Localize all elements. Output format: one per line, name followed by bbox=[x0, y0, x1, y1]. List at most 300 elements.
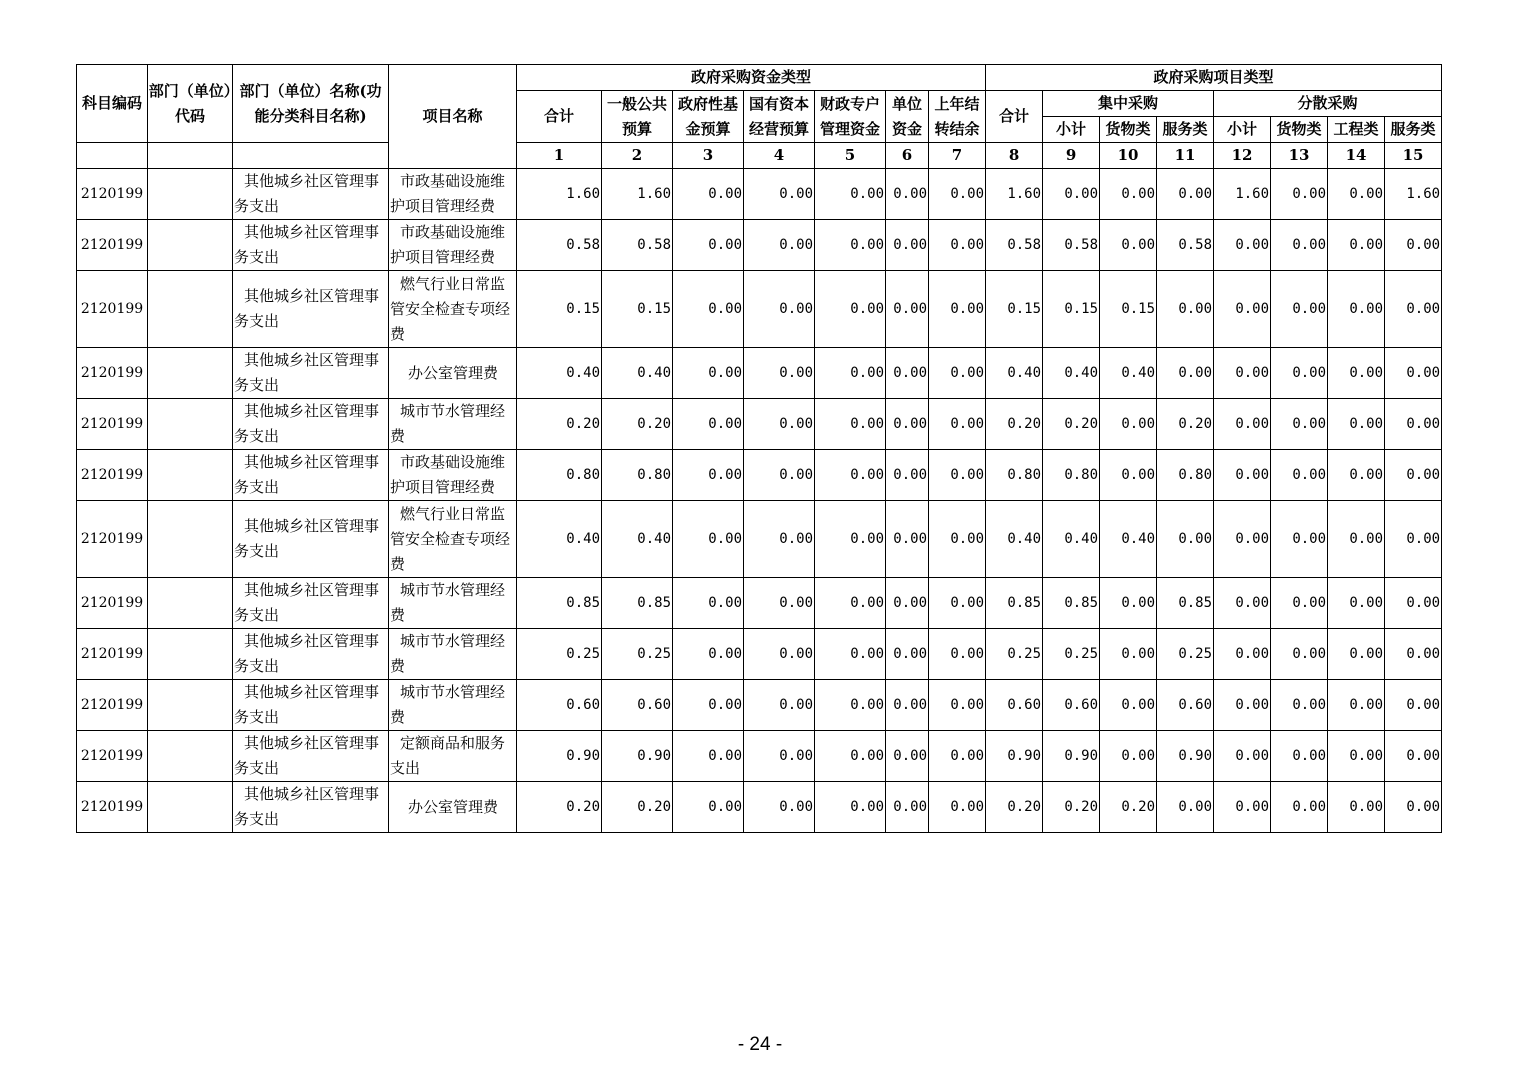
value-cell: 0.00 bbox=[1157, 348, 1214, 399]
subject-code-cell: 2120199 bbox=[77, 271, 148, 348]
value-cell: 0.00 bbox=[929, 450, 986, 501]
value-cell: 0.00 bbox=[1385, 399, 1442, 450]
value-cell: 0.00 bbox=[886, 629, 929, 680]
value-cell: 0.00 bbox=[1214, 271, 1271, 348]
dept-code-cell bbox=[148, 348, 233, 399]
value-cell: 0.00 bbox=[1385, 731, 1442, 782]
value-cell: 0.00 bbox=[744, 501, 815, 578]
value-cell: 0.15 bbox=[986, 271, 1043, 348]
header-service2: 服务类 bbox=[1385, 117, 1442, 143]
dept-name-cell bbox=[233, 578, 389, 629]
dept-code-cell bbox=[148, 680, 233, 731]
project-name-text: 城市节水管理经费 bbox=[390, 581, 506, 624]
value-cell: 0.00 bbox=[1328, 450, 1385, 501]
project-name-text: 办公室管理费 bbox=[407, 363, 498, 382]
value-cell: 0.00 bbox=[744, 629, 815, 680]
project-name-text: 定额商品和服务支出 bbox=[390, 734, 506, 777]
dept-name-text: 其他城乡社区管理事务支出 bbox=[234, 734, 380, 777]
value-cell: 0.00 bbox=[815, 501, 886, 578]
dept-name-text: 其他城乡社区管理事务支出 bbox=[234, 172, 380, 215]
value-cell: 0.20 bbox=[602, 399, 673, 450]
value-cell: 0.40 bbox=[602, 348, 673, 399]
procurement-table bbox=[76, 64, 1442, 833]
header-carryover: 上年结转结余 bbox=[929, 91, 986, 143]
value-cell: 0.00 bbox=[1100, 450, 1157, 501]
value-cell: 0.20 bbox=[1157, 399, 1214, 450]
value-cell: 0.00 bbox=[1214, 782, 1271, 833]
header-service: 服务类 bbox=[1157, 117, 1214, 143]
value-cell: 0.00 bbox=[744, 578, 815, 629]
value-cell: 0.00 bbox=[886, 782, 929, 833]
value-cell: 0.90 bbox=[986, 731, 1043, 782]
value-cell: 0.25 bbox=[517, 629, 602, 680]
table-row bbox=[77, 782, 1442, 833]
column-number: 2 bbox=[602, 143, 673, 169]
value-cell: 0.40 bbox=[1043, 501, 1100, 578]
value-cell: 0.00 bbox=[929, 731, 986, 782]
value-cell: 0.00 bbox=[1157, 782, 1214, 833]
value-cell: 0.00 bbox=[886, 220, 929, 271]
dept-name-text: 其他城乡社区管理事务支出 bbox=[234, 785, 380, 828]
header-subtotal2: 小计 bbox=[1214, 117, 1271, 143]
value-cell: 0.00 bbox=[673, 348, 744, 399]
dept-code-cell bbox=[148, 629, 233, 680]
dept-name-text: 其他城乡社区管理事务支出 bbox=[234, 402, 380, 445]
table-row bbox=[77, 348, 1442, 399]
value-cell: 0.00 bbox=[1157, 501, 1214, 578]
dept-name-text: 其他城乡社区管理事务支出 bbox=[234, 351, 380, 394]
value-cell: 0.00 bbox=[1271, 680, 1328, 731]
header-blank bbox=[77, 143, 148, 169]
value-cell: 0.00 bbox=[886, 501, 929, 578]
value-cell: 0.20 bbox=[986, 782, 1043, 833]
value-cell: 0.40 bbox=[1100, 501, 1157, 578]
value-cell: 0.00 bbox=[815, 578, 886, 629]
value-cell: 0.00 bbox=[929, 169, 986, 220]
value-cell: 0.00 bbox=[886, 399, 929, 450]
value-cell: 0.00 bbox=[673, 169, 744, 220]
header-total2: 合计 bbox=[986, 91, 1043, 143]
project-name-cell bbox=[389, 399, 517, 450]
value-cell: 0.00 bbox=[1214, 629, 1271, 680]
value-cell: 0.40 bbox=[986, 501, 1043, 578]
dept-code-cell bbox=[148, 782, 233, 833]
value-cell: 0.25 bbox=[602, 629, 673, 680]
value-cell: 0.00 bbox=[1271, 348, 1328, 399]
value-cell: 0.00 bbox=[1100, 680, 1157, 731]
project-name-cell bbox=[389, 782, 517, 833]
value-cell: 0.40 bbox=[986, 348, 1043, 399]
header-central: 集中采购 bbox=[1043, 91, 1214, 117]
value-cell: 0.60 bbox=[986, 680, 1043, 731]
value-cell: 0.00 bbox=[1385, 220, 1442, 271]
header-total: 合计 bbox=[517, 91, 602, 143]
value-cell: 0.00 bbox=[673, 680, 744, 731]
value-cell: 0.80 bbox=[517, 450, 602, 501]
header-project-name: 项目名称 bbox=[389, 65, 517, 169]
dept-code-cell bbox=[148, 501, 233, 578]
value-cell: 0.25 bbox=[1043, 629, 1100, 680]
header-state-capital: 国有资本经营预算 bbox=[744, 91, 815, 143]
value-cell: 0.00 bbox=[886, 348, 929, 399]
dept-code-cell bbox=[148, 731, 233, 782]
table-body bbox=[77, 169, 1442, 833]
dept-code-cell bbox=[148, 450, 233, 501]
dept-name-text: 其他城乡社区管理事务支出 bbox=[234, 632, 380, 675]
value-cell: 0.00 bbox=[1385, 450, 1442, 501]
dept-code-cell bbox=[148, 399, 233, 450]
value-cell: 0.00 bbox=[673, 578, 744, 629]
value-cell: 0.25 bbox=[1157, 629, 1214, 680]
value-cell: 0.90 bbox=[602, 731, 673, 782]
value-cell: 0.00 bbox=[1271, 731, 1328, 782]
value-cell: 0.00 bbox=[929, 271, 986, 348]
value-cell: 0.00 bbox=[1100, 169, 1157, 220]
value-cell: 0.00 bbox=[815, 450, 886, 501]
value-cell: 0.85 bbox=[602, 578, 673, 629]
value-cell: 0.00 bbox=[1214, 348, 1271, 399]
dept-name-cell bbox=[233, 450, 389, 501]
value-cell: 0.00 bbox=[1043, 169, 1100, 220]
column-number: 14 bbox=[1328, 143, 1385, 169]
value-cell: 0.40 bbox=[1100, 348, 1157, 399]
value-cell: 0.00 bbox=[1214, 578, 1271, 629]
value-cell: 0.25 bbox=[986, 629, 1043, 680]
project-name-cell bbox=[389, 731, 517, 782]
value-cell: 0.00 bbox=[744, 271, 815, 348]
value-cell: 0.85 bbox=[1043, 578, 1100, 629]
value-cell: 0.85 bbox=[517, 578, 602, 629]
value-cell: 0.40 bbox=[1043, 348, 1100, 399]
column-number: 3 bbox=[673, 143, 744, 169]
value-cell: 0.00 bbox=[1385, 578, 1442, 629]
value-cell: 0.00 bbox=[1271, 271, 1328, 348]
header-special-fund: 财政专户管理资金 bbox=[815, 91, 886, 143]
value-cell: 0.00 bbox=[744, 731, 815, 782]
subject-code-cell: 2120199 bbox=[77, 169, 148, 220]
value-cell: 0.00 bbox=[1385, 782, 1442, 833]
column-number: 8 bbox=[986, 143, 1043, 169]
value-cell: 0.00 bbox=[1214, 731, 1271, 782]
value-cell: 0.00 bbox=[1214, 450, 1271, 501]
subject-code-cell: 2120199 bbox=[77, 348, 148, 399]
value-cell: 1.60 bbox=[1214, 169, 1271, 220]
value-cell: 0.00 bbox=[815, 680, 886, 731]
value-cell: 0.00 bbox=[673, 629, 744, 680]
value-cell: 0.15 bbox=[602, 271, 673, 348]
column-number: 4 bbox=[744, 143, 815, 169]
value-cell: 0.00 bbox=[1100, 399, 1157, 450]
value-cell: 0.00 bbox=[929, 501, 986, 578]
value-cell: 0.15 bbox=[517, 271, 602, 348]
value-cell: 0.00 bbox=[929, 629, 986, 680]
value-cell: 0.00 bbox=[1328, 731, 1385, 782]
value-cell: 0.90 bbox=[1157, 731, 1214, 782]
value-cell: 0.60 bbox=[1157, 680, 1214, 731]
header-fund-type: 政府采购资金类型 bbox=[517, 65, 986, 91]
value-cell: 0.00 bbox=[744, 450, 815, 501]
value-cell: 0.00 bbox=[744, 399, 815, 450]
column-number: 10 bbox=[1100, 143, 1157, 169]
value-cell: 0.80 bbox=[1043, 450, 1100, 501]
header-general-budget: 一般公共预算 bbox=[602, 91, 673, 143]
value-cell: 0.00 bbox=[1385, 348, 1442, 399]
value-cell: 0.00 bbox=[1385, 271, 1442, 348]
dept-code-cell bbox=[148, 220, 233, 271]
value-cell: 0.00 bbox=[1328, 501, 1385, 578]
subject-code-cell: 2120199 bbox=[77, 731, 148, 782]
header-project-type: 政府采购项目类型 bbox=[986, 65, 1442, 91]
value-cell: 0.58 bbox=[517, 220, 602, 271]
value-cell: 0.58 bbox=[602, 220, 673, 271]
value-cell: 0.00 bbox=[744, 220, 815, 271]
value-cell: 0.80 bbox=[602, 450, 673, 501]
header-dept-name: 部门（单位）名称(功能分类科目名称) bbox=[233, 65, 389, 143]
table-row bbox=[77, 271, 1442, 348]
value-cell: 0.40 bbox=[517, 348, 602, 399]
value-cell: 0.80 bbox=[1157, 450, 1214, 501]
project-name-text: 城市节水管理经费 bbox=[390, 683, 506, 726]
value-cell: 0.00 bbox=[1328, 399, 1385, 450]
header-unit-fund: 单位资金 bbox=[886, 91, 929, 143]
value-cell: 0.40 bbox=[602, 501, 673, 578]
subject-code-cell: 2120199 bbox=[77, 450, 148, 501]
column-number: 11 bbox=[1157, 143, 1214, 169]
value-cell: 0.00 bbox=[886, 169, 929, 220]
value-cell: 0.85 bbox=[1157, 578, 1214, 629]
value-cell: 0.00 bbox=[815, 399, 886, 450]
table-row bbox=[77, 731, 1442, 782]
column-number: 6 bbox=[886, 143, 929, 169]
column-number: 1 bbox=[517, 143, 602, 169]
header-dept-code: 部门（单位）代码 bbox=[148, 65, 233, 143]
value-cell: 0.00 bbox=[1214, 399, 1271, 450]
value-cell: 0.00 bbox=[815, 731, 886, 782]
value-cell: 0.00 bbox=[744, 169, 815, 220]
value-cell: 0.00 bbox=[1328, 680, 1385, 731]
value-cell: 0.00 bbox=[1271, 782, 1328, 833]
value-cell: 0.00 bbox=[1271, 220, 1328, 271]
subject-code-cell: 2120199 bbox=[77, 782, 148, 833]
value-cell: 0.00 bbox=[1214, 501, 1271, 578]
value-cell: 0.00 bbox=[1385, 680, 1442, 731]
dept-name-text: 其他城乡社区管理事务支出 bbox=[234, 581, 380, 624]
dept-name-text: 其他城乡社区管理事务支出 bbox=[234, 517, 380, 560]
column-number: 7 bbox=[929, 143, 986, 169]
dept-code-cell bbox=[148, 578, 233, 629]
dept-code-cell bbox=[148, 271, 233, 348]
value-cell: 0.00 bbox=[1328, 271, 1385, 348]
dept-name-cell bbox=[233, 399, 389, 450]
dept-name-text: 其他城乡社区管理事务支出 bbox=[234, 287, 380, 330]
project-name-text: 市政基础设施维护项目管理经费 bbox=[390, 172, 506, 215]
project-name-cell bbox=[389, 169, 517, 220]
column-number: 5 bbox=[815, 143, 886, 169]
value-cell: 0.58 bbox=[1043, 220, 1100, 271]
subject-code-cell: 2120199 bbox=[77, 578, 148, 629]
value-cell: 0.00 bbox=[673, 501, 744, 578]
value-cell: 0.00 bbox=[815, 220, 886, 271]
value-cell: 0.00 bbox=[815, 348, 886, 399]
project-name-cell bbox=[389, 220, 517, 271]
value-cell: 0.00 bbox=[929, 220, 986, 271]
value-cell: 0.00 bbox=[815, 169, 886, 220]
table-row bbox=[77, 501, 1442, 578]
value-cell: 0.00 bbox=[929, 578, 986, 629]
value-cell: 0.00 bbox=[744, 680, 815, 731]
header-blank bbox=[148, 143, 233, 169]
value-cell: 0.40 bbox=[517, 501, 602, 578]
subject-code-cell: 2120199 bbox=[77, 399, 148, 450]
dept-name-cell bbox=[233, 731, 389, 782]
project-name-text: 城市节水管理经费 bbox=[390, 402, 506, 445]
procurement-table-container bbox=[76, 64, 1441, 833]
page-number: - 24 - bbox=[737, 1034, 783, 1055]
project-name-cell bbox=[389, 629, 517, 680]
value-cell: 0.00 bbox=[886, 680, 929, 731]
value-cell: 0.00 bbox=[1100, 578, 1157, 629]
dept-name-cell bbox=[233, 169, 389, 220]
value-cell: 0.58 bbox=[1157, 220, 1214, 271]
dept-name-text: 其他城乡社区管理事务支出 bbox=[234, 223, 380, 266]
dept-name-cell bbox=[233, 271, 389, 348]
dept-name-cell bbox=[233, 782, 389, 833]
value-cell: 0.00 bbox=[1328, 220, 1385, 271]
value-cell: 0.20 bbox=[986, 399, 1043, 450]
value-cell: 0.00 bbox=[673, 399, 744, 450]
value-cell: 0.00 bbox=[1328, 169, 1385, 220]
header-goods2: 货物类 bbox=[1271, 117, 1328, 143]
table-row bbox=[77, 399, 1442, 450]
table-row bbox=[77, 450, 1442, 501]
value-cell: 0.00 bbox=[1385, 501, 1442, 578]
value-cell: 0.85 bbox=[986, 578, 1043, 629]
subject-code-cell: 2120199 bbox=[77, 501, 148, 578]
value-cell: 1.60 bbox=[517, 169, 602, 220]
value-cell: 0.20 bbox=[1043, 782, 1100, 833]
value-cell: 0.80 bbox=[986, 450, 1043, 501]
header-subject-code: 科目编码 bbox=[77, 65, 148, 143]
dept-name-cell bbox=[233, 680, 389, 731]
header-dispersed: 分散采购 bbox=[1214, 91, 1442, 117]
value-cell: 0.90 bbox=[1043, 731, 1100, 782]
value-cell: 0.15 bbox=[1100, 271, 1157, 348]
value-cell: 0.00 bbox=[673, 731, 744, 782]
value-cell: 1.60 bbox=[986, 169, 1043, 220]
value-cell: 1.60 bbox=[1385, 169, 1442, 220]
header-blank bbox=[233, 143, 389, 169]
dept-name-cell bbox=[233, 220, 389, 271]
value-cell: 0.00 bbox=[886, 731, 929, 782]
value-cell: 0.00 bbox=[886, 578, 929, 629]
value-cell: 0.00 bbox=[744, 348, 815, 399]
subject-code-cell: 2120199 bbox=[77, 629, 148, 680]
value-cell: 0.58 bbox=[986, 220, 1043, 271]
value-cell: 0.00 bbox=[1100, 220, 1157, 271]
value-cell: 0.00 bbox=[1157, 271, 1214, 348]
table-header bbox=[77, 65, 1442, 169]
column-number: 9 bbox=[1043, 143, 1100, 169]
value-cell: 0.00 bbox=[1100, 731, 1157, 782]
header-engineering: 工程类 bbox=[1328, 117, 1385, 143]
project-name-cell bbox=[389, 348, 517, 399]
column-number-row bbox=[77, 143, 1442, 169]
dept-name-text: 其他城乡社区管理事务支出 bbox=[234, 453, 380, 496]
value-cell: 0.20 bbox=[1100, 782, 1157, 833]
value-cell: 0.90 bbox=[517, 731, 602, 782]
value-cell: 0.00 bbox=[1214, 680, 1271, 731]
header-goods: 货物类 bbox=[1100, 117, 1157, 143]
value-cell: 0.00 bbox=[1328, 629, 1385, 680]
dept-name-cell bbox=[233, 501, 389, 578]
value-cell: 0.00 bbox=[929, 399, 986, 450]
value-cell: 0.20 bbox=[517, 399, 602, 450]
header-subtotal: 小计 bbox=[1043, 117, 1100, 143]
table-row bbox=[77, 578, 1442, 629]
value-cell: 0.00 bbox=[929, 782, 986, 833]
value-cell: 0.00 bbox=[1271, 578, 1328, 629]
project-name-text: 市政基础设施维护项目管理经费 bbox=[390, 453, 506, 496]
dept-name-text: 其他城乡社区管理事务支出 bbox=[234, 683, 380, 726]
value-cell: 0.60 bbox=[602, 680, 673, 731]
subject-code-cell: 2120199 bbox=[77, 220, 148, 271]
table-row bbox=[77, 680, 1442, 731]
value-cell: 0.00 bbox=[815, 271, 886, 348]
table-row bbox=[77, 220, 1442, 271]
project-name-text: 燃气行业日常监管安全检查专项经费 bbox=[390, 274, 511, 343]
value-cell: 1.60 bbox=[602, 169, 673, 220]
project-name-cell bbox=[389, 501, 517, 578]
dept-name-cell bbox=[233, 348, 389, 399]
project-name-cell bbox=[389, 271, 517, 348]
value-cell: 0.15 bbox=[1043, 271, 1100, 348]
value-cell: 0.00 bbox=[744, 782, 815, 833]
value-cell: 0.00 bbox=[1271, 629, 1328, 680]
value-cell: 0.00 bbox=[673, 782, 744, 833]
subject-code-cell: 2120199 bbox=[77, 680, 148, 731]
value-cell: 0.00 bbox=[1271, 399, 1328, 450]
header-gov-fund: 政府性基金预算 bbox=[673, 91, 744, 143]
value-cell: 0.00 bbox=[815, 629, 886, 680]
value-cell: 0.00 bbox=[1328, 578, 1385, 629]
value-cell: 0.60 bbox=[1043, 680, 1100, 731]
value-cell: 0.00 bbox=[673, 271, 744, 348]
value-cell: 0.20 bbox=[1043, 399, 1100, 450]
value-cell: 0.00 bbox=[1271, 501, 1328, 578]
value-cell: 0.00 bbox=[1214, 220, 1271, 271]
value-cell: 0.00 bbox=[929, 348, 986, 399]
project-name-cell bbox=[389, 680, 517, 731]
value-cell: 0.00 bbox=[673, 220, 744, 271]
value-cell: 0.00 bbox=[1271, 450, 1328, 501]
table-row bbox=[77, 629, 1442, 680]
project-name-text: 城市节水管理经费 bbox=[390, 632, 506, 675]
value-cell: 0.00 bbox=[1385, 629, 1442, 680]
value-cell: 0.00 bbox=[929, 680, 986, 731]
value-cell: 0.20 bbox=[602, 782, 673, 833]
dept-name-cell bbox=[233, 629, 389, 680]
column-number: 15 bbox=[1385, 143, 1442, 169]
value-cell: 0.00 bbox=[1328, 782, 1385, 833]
project-name-text: 市政基础设施维护项目管理经费 bbox=[390, 223, 506, 266]
value-cell: 0.00 bbox=[1100, 629, 1157, 680]
value-cell: 0.00 bbox=[1157, 169, 1214, 220]
project-name-text: 办公室管理费 bbox=[407, 797, 498, 816]
table-row bbox=[77, 169, 1442, 220]
value-cell: 0.00 bbox=[1271, 169, 1328, 220]
column-number: 12 bbox=[1214, 143, 1271, 169]
project-name-cell bbox=[389, 578, 517, 629]
